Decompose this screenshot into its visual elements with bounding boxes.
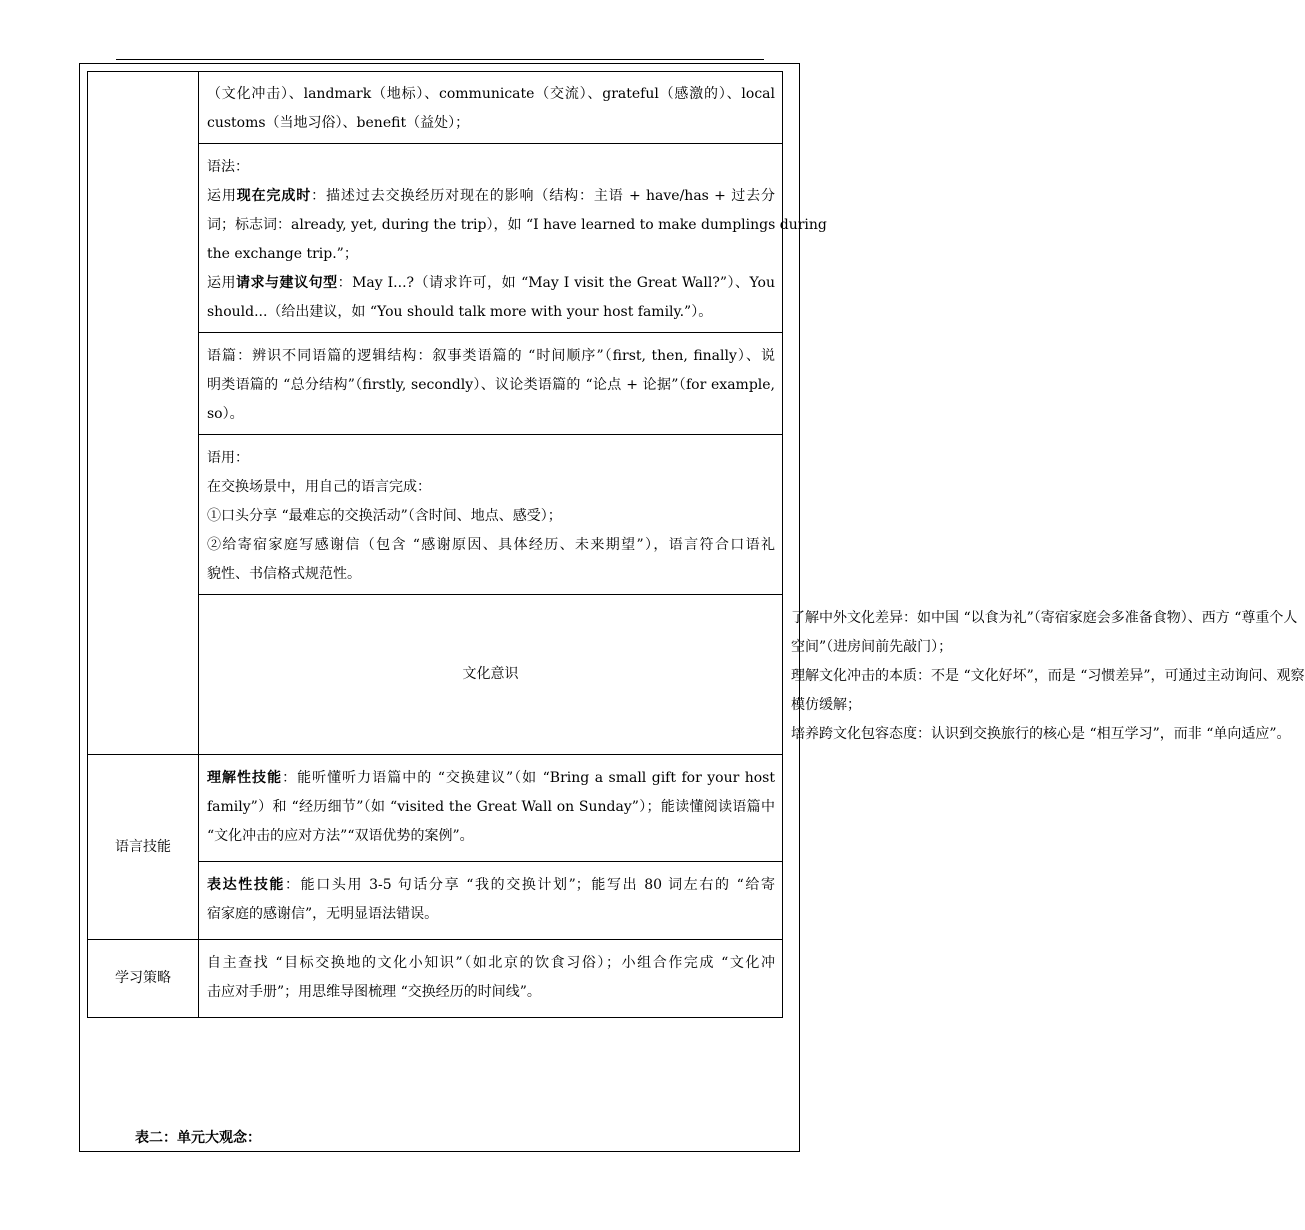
pragmatics-cell xyxy=(199,435,783,595)
grammar-present-perfect-line-2: 词；标志词：already, yet, during the trip），如 “I have learned to make dumplings during xyxy=(207,217,827,233)
comprehension-term: 理解性技能 xyxy=(207,770,283,786)
language-knowledge-label-cell xyxy=(88,72,199,755)
discourse-line-1: 语篇：辨识不同语篇的逻辑结构：叙事类语篇的 “时间顺序”（first, then, finally）、说 xyxy=(207,348,775,364)
request-suggestion-term: 请求与建议句型 xyxy=(236,275,338,291)
expression-desc: ：能口头用 3-5 句话分享 “我的交换计划”；能写出 80 词左右的 “给寄 xyxy=(285,877,776,893)
table-row xyxy=(88,755,783,862)
grammar-prefix: 运用 xyxy=(207,275,237,291)
vocab-line-1: （文化冲击）、landmark（地标）、communicate（交流）、grateful（感激的）、local xyxy=(207,86,775,102)
vocab-line-2: customs（当地习俗）、benefit（益处）； xyxy=(207,115,470,131)
page-header-rule xyxy=(116,59,764,60)
strategy-label: 学习策略 xyxy=(88,940,199,1018)
grammar-cell xyxy=(199,144,827,333)
pragmatics-line-1: 在交换场景中，用自己的语言完成： xyxy=(207,479,431,495)
table-row xyxy=(88,940,783,1018)
table-row: 文化意识 了解中外文化差异：如中国 “以食为礼”（寄宿家庭会多准备食物）、西方 “尊重个人 空间”（进房间前先敲门）； 理解文化冲击的本质：不是 “文化好坏”，而是 “习惯差异”，可通过主动询问、观察 模仿缓解； 培养跨文化包容态度：认识到交换旅行的核心是 “相互学习”，而非 “单向适应”。 xyxy=(88,595,783,755)
grammar-heading: 语法： xyxy=(207,159,249,175)
comprehension-line-3: “文化冲击的应对方法”“双语优势的案例”。 xyxy=(207,828,474,844)
pragmatics-heading: 语用： xyxy=(207,450,249,466)
strategy-cell xyxy=(199,940,783,1018)
comprehension-desc: ：能听懂听力语篇中的 “交换建议”（如 “Bring a small gift for your host xyxy=(282,770,775,786)
grammar-request-line-1 xyxy=(207,269,775,298)
table-two-heading: 表二：单元大观念： xyxy=(135,1130,261,1146)
pragmatics-line-2: ①口头分享 “最难忘的交换活动”（含时间、地点、感受）； xyxy=(207,508,562,524)
discourse-cell xyxy=(199,333,783,435)
expression-line-2: 宿家庭的感谢信”，无明显语法错误。 xyxy=(207,906,439,922)
culture-label: 文化意识 xyxy=(199,595,783,755)
table-row xyxy=(88,72,783,144)
present-perfect-desc: ：描述过去交换经历对现在的影响（结构：主语 + have/has + 过去分 xyxy=(311,188,776,204)
pragmatics-line-3: ②给寄宿家庭写感谢信（包含 “感谢原因、具体经历、未来期望”），语言符合口语礼 xyxy=(207,537,775,553)
expression-term: 表达性技能 xyxy=(207,877,286,893)
expression-line-1 xyxy=(207,871,775,900)
grammar-present-perfect-line-1 xyxy=(207,182,775,211)
strategy-line-1: 自主查找 “目标交换地的文化小知识”（如北京的饮食习俗）；小组合作完成 “文化冲 xyxy=(207,955,775,971)
comprehension-line-2: family”）和 “经历细节”（如 “visited the Great Wall on Sunday”）；能读懂阅读语篇中 xyxy=(207,799,775,815)
expression-skills-cell xyxy=(199,862,783,940)
strategy-line-2: 击应对手册”；用思维导图梳理 “交换经历的时间线”。 xyxy=(207,984,541,1000)
objectives-table xyxy=(87,71,1305,1018)
grammar-request-line-2: should...（给出建议，如 “You should talk more with your host family.”）。 xyxy=(207,304,713,320)
comprehension-line-1 xyxy=(207,764,775,793)
comprehension-skills-cell xyxy=(199,755,783,862)
present-perfect-term: 现在完成时 xyxy=(236,188,312,204)
grammar-present-perfect-line-3: the exchange trip.”； xyxy=(207,246,358,262)
discourse-line-3: so）。 xyxy=(207,406,244,422)
vocabulary-cell xyxy=(199,72,783,144)
skills-label: 语言技能 xyxy=(88,755,199,940)
request-suggestion-desc: ：May I...?（请求许可，如 “May I visit the Great Wall?”）、You xyxy=(337,275,776,291)
discourse-line-2: 明类语篇的 “总分结构”（firstly, secondly）、议论类语篇的 “论点 + 论据”（for example, xyxy=(207,377,775,393)
grammar-prefix: 运用 xyxy=(207,188,237,204)
pragmatics-line-4: 貌性、书信格式规范性。 xyxy=(207,566,361,582)
